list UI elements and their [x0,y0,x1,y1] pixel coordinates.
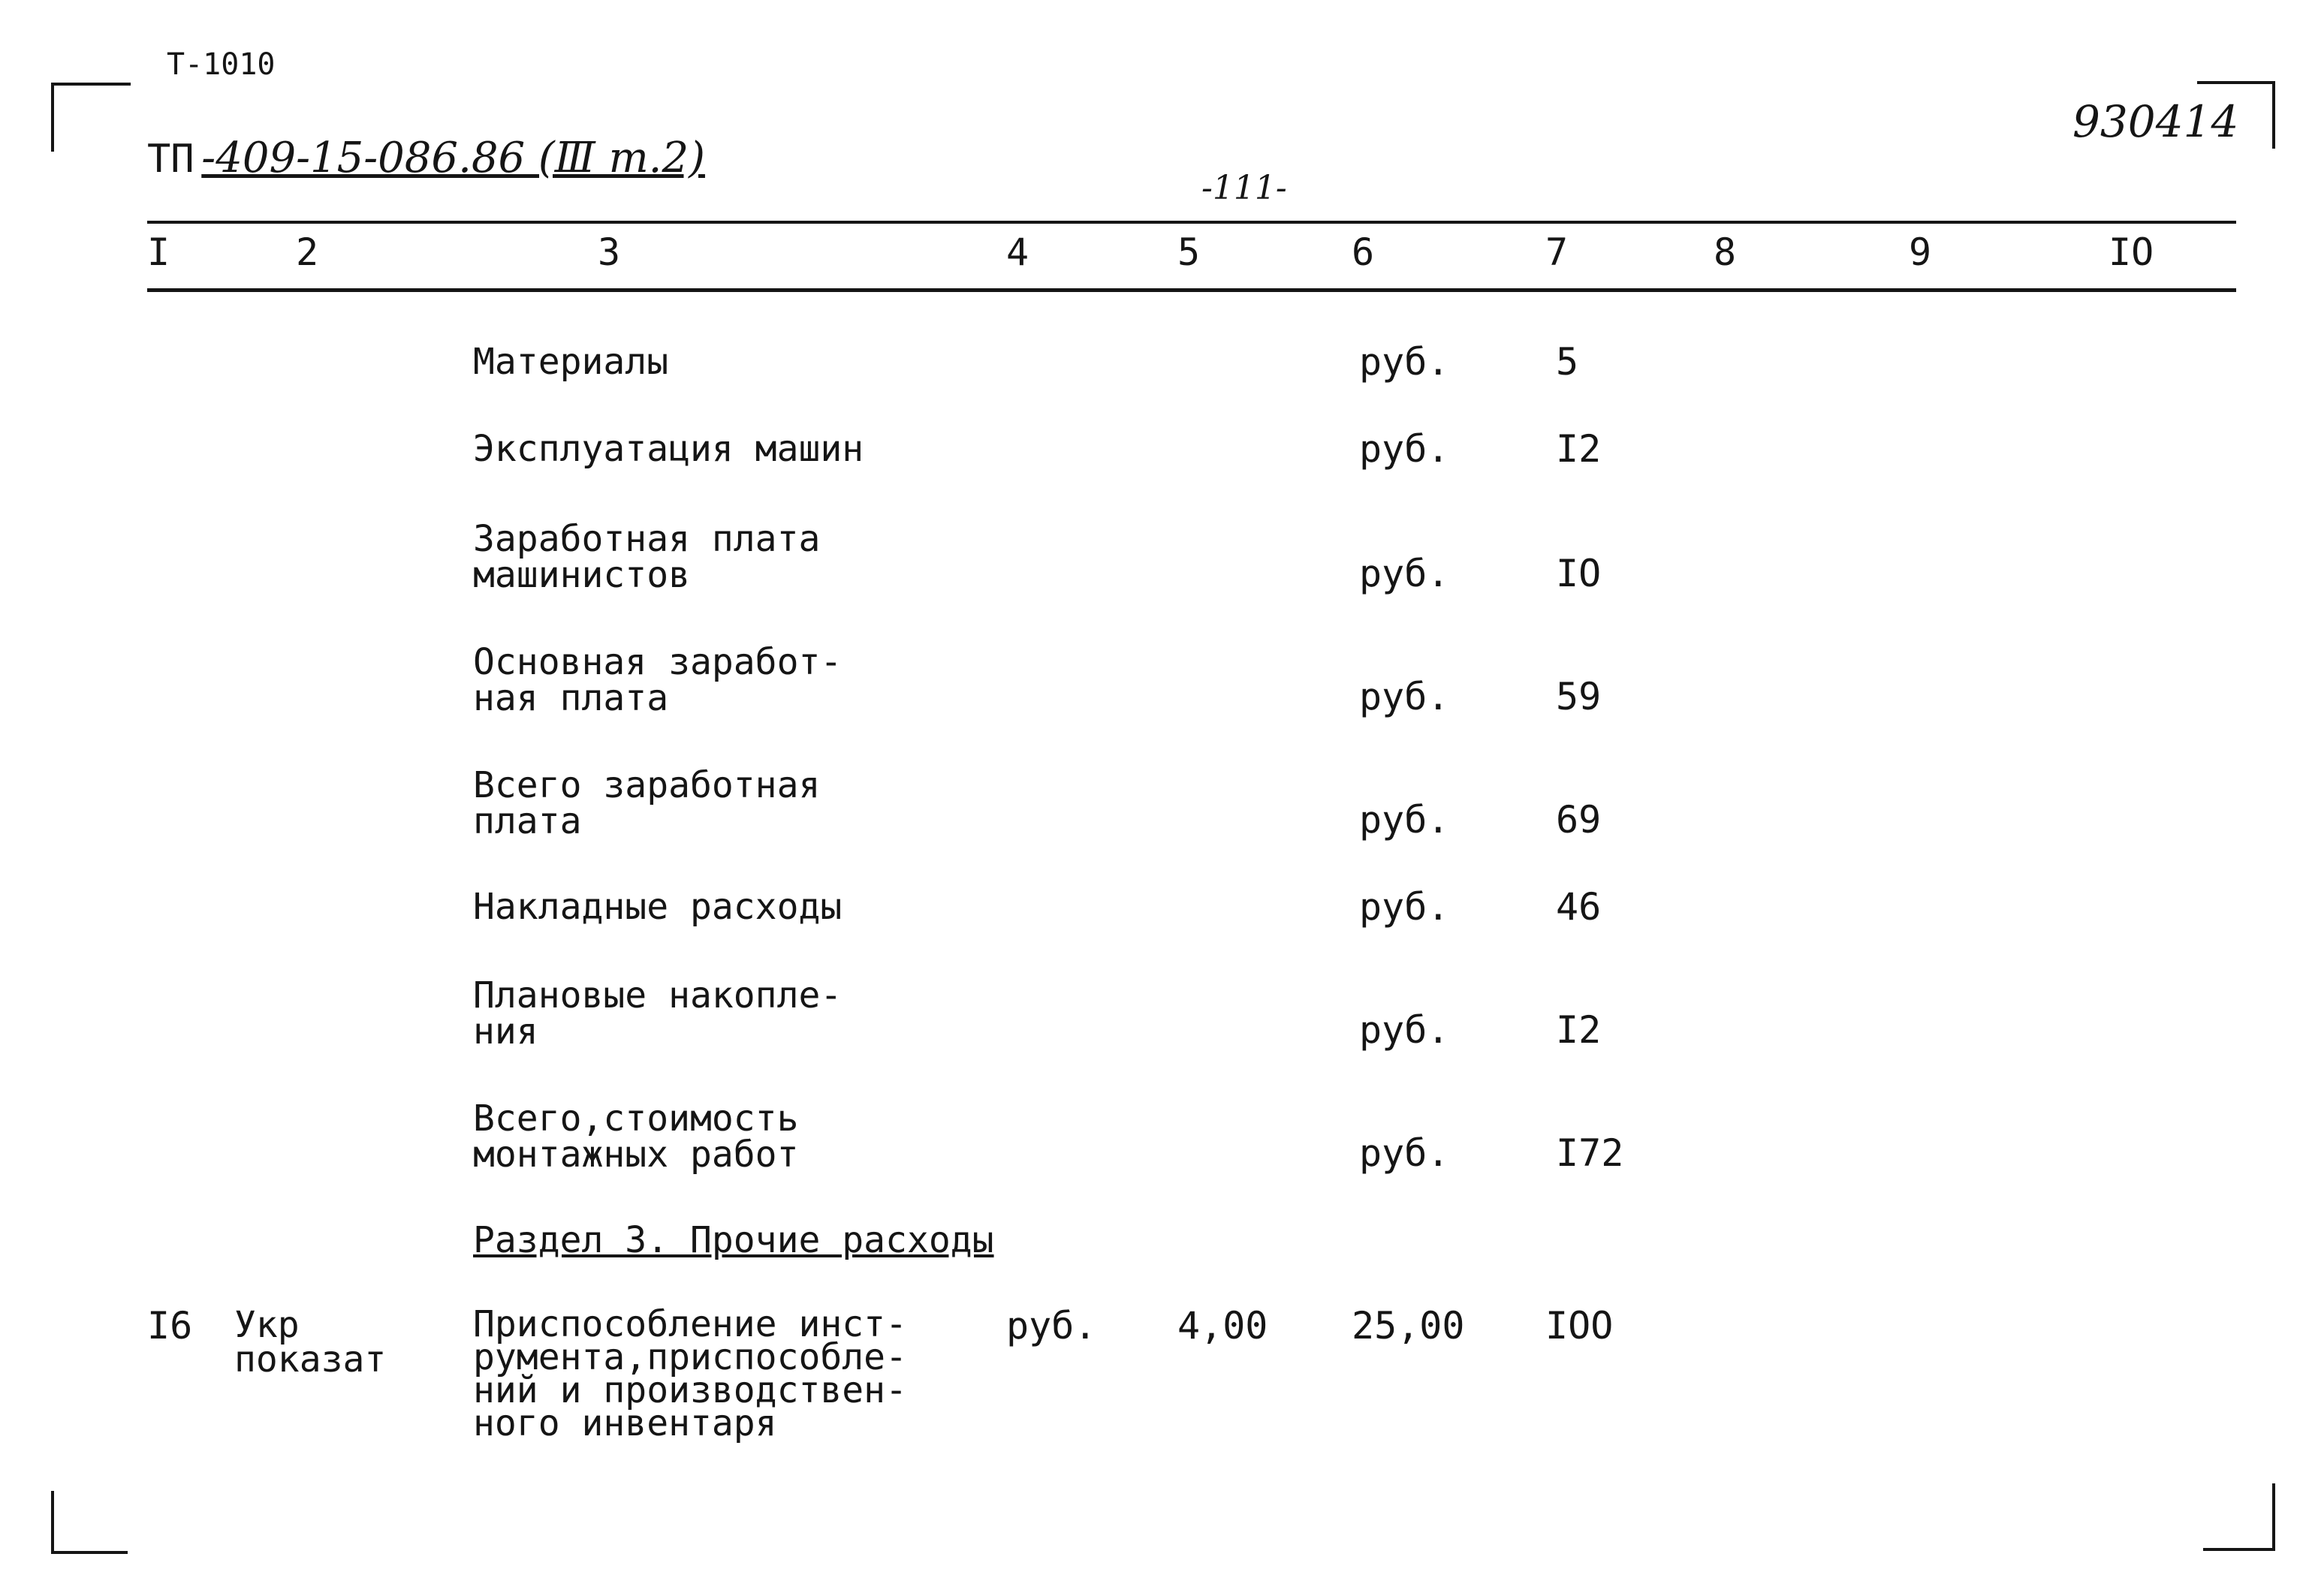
row-value: 46 [1556,885,1602,929]
row-unit: руб. [1359,552,1450,595]
column-number: IO [2109,230,2154,274]
column-number: I [147,230,170,274]
item-col7: IOO [1545,1304,1614,1348]
column-number: 8 [1714,230,1737,274]
column-number: 2 [296,230,319,274]
item-number: I6 [147,1304,193,1348]
row-unit: руб. [1359,885,1450,929]
page-number: -111- [1201,169,1287,207]
row-label: Всего,стоимость монтажных работ [473,1098,799,1176]
row-unit: руб. [1359,340,1450,384]
section-title: Раздел 3. Прочие расходы [473,1219,994,1261]
row-label: Основная заработ- ная плата [473,641,843,719]
row-label: Материалы [473,341,669,383]
row-value: 59 [1556,675,1602,718]
archive-number: 930414 [2072,96,2239,147]
row-label: Накладные расходы [473,886,843,928]
column-number: 6 [1352,230,1375,274]
row-value: 5 [1556,340,1579,384]
row-unit: руб. [1359,1008,1450,1052]
item-col6: 25,00 [1352,1304,1465,1348]
item-unit: руб. [1006,1304,1097,1348]
row-label: Заработная плата машинистов [473,518,821,596]
project-prefix: ТП [147,137,194,182]
row-unit: руб. [1359,798,1450,842]
column-number: 4 [1006,230,1029,274]
row-unit: руб. [1359,427,1450,471]
project-number: -409-15-086.86 (Ⅲ т.2) [201,134,705,182]
corner-bracket-bottom-right [2203,1483,2275,1551]
row-value: I72 [1556,1131,1624,1175]
row-value: I2 [1556,427,1602,471]
row-value: IO [1556,552,1602,595]
row-value: 69 [1556,798,1602,842]
table-header-rule [147,288,2236,292]
column-number: 3 [598,230,621,274]
item-basis: Укр показат [234,1304,387,1381]
row-label: Всего заработная плата [473,764,821,842]
corner-bracket-bottom-left [51,1491,128,1554]
column-number: 9 [1909,230,1932,274]
table-top-rule [147,221,2236,224]
sheet-code: Т-1010 [167,47,276,82]
item-col5: 4,00 [1177,1304,1268,1348]
project-designation [147,134,705,182]
column-number: 5 [1177,230,1201,274]
row-unit: руб. [1359,675,1450,718]
row-label: Эксплуатация машин [473,428,864,470]
column-number: 7 [1545,230,1569,274]
row-value: I2 [1556,1008,1602,1052]
row-unit: руб. [1359,1131,1450,1175]
row-label: Плановые накопле- ния [473,974,843,1052]
corner-bracket-top-left [51,83,131,152]
item-name: Приспособление инст- румента,приспособле- ний и производствен- ного инвентаря [473,1303,907,1444]
